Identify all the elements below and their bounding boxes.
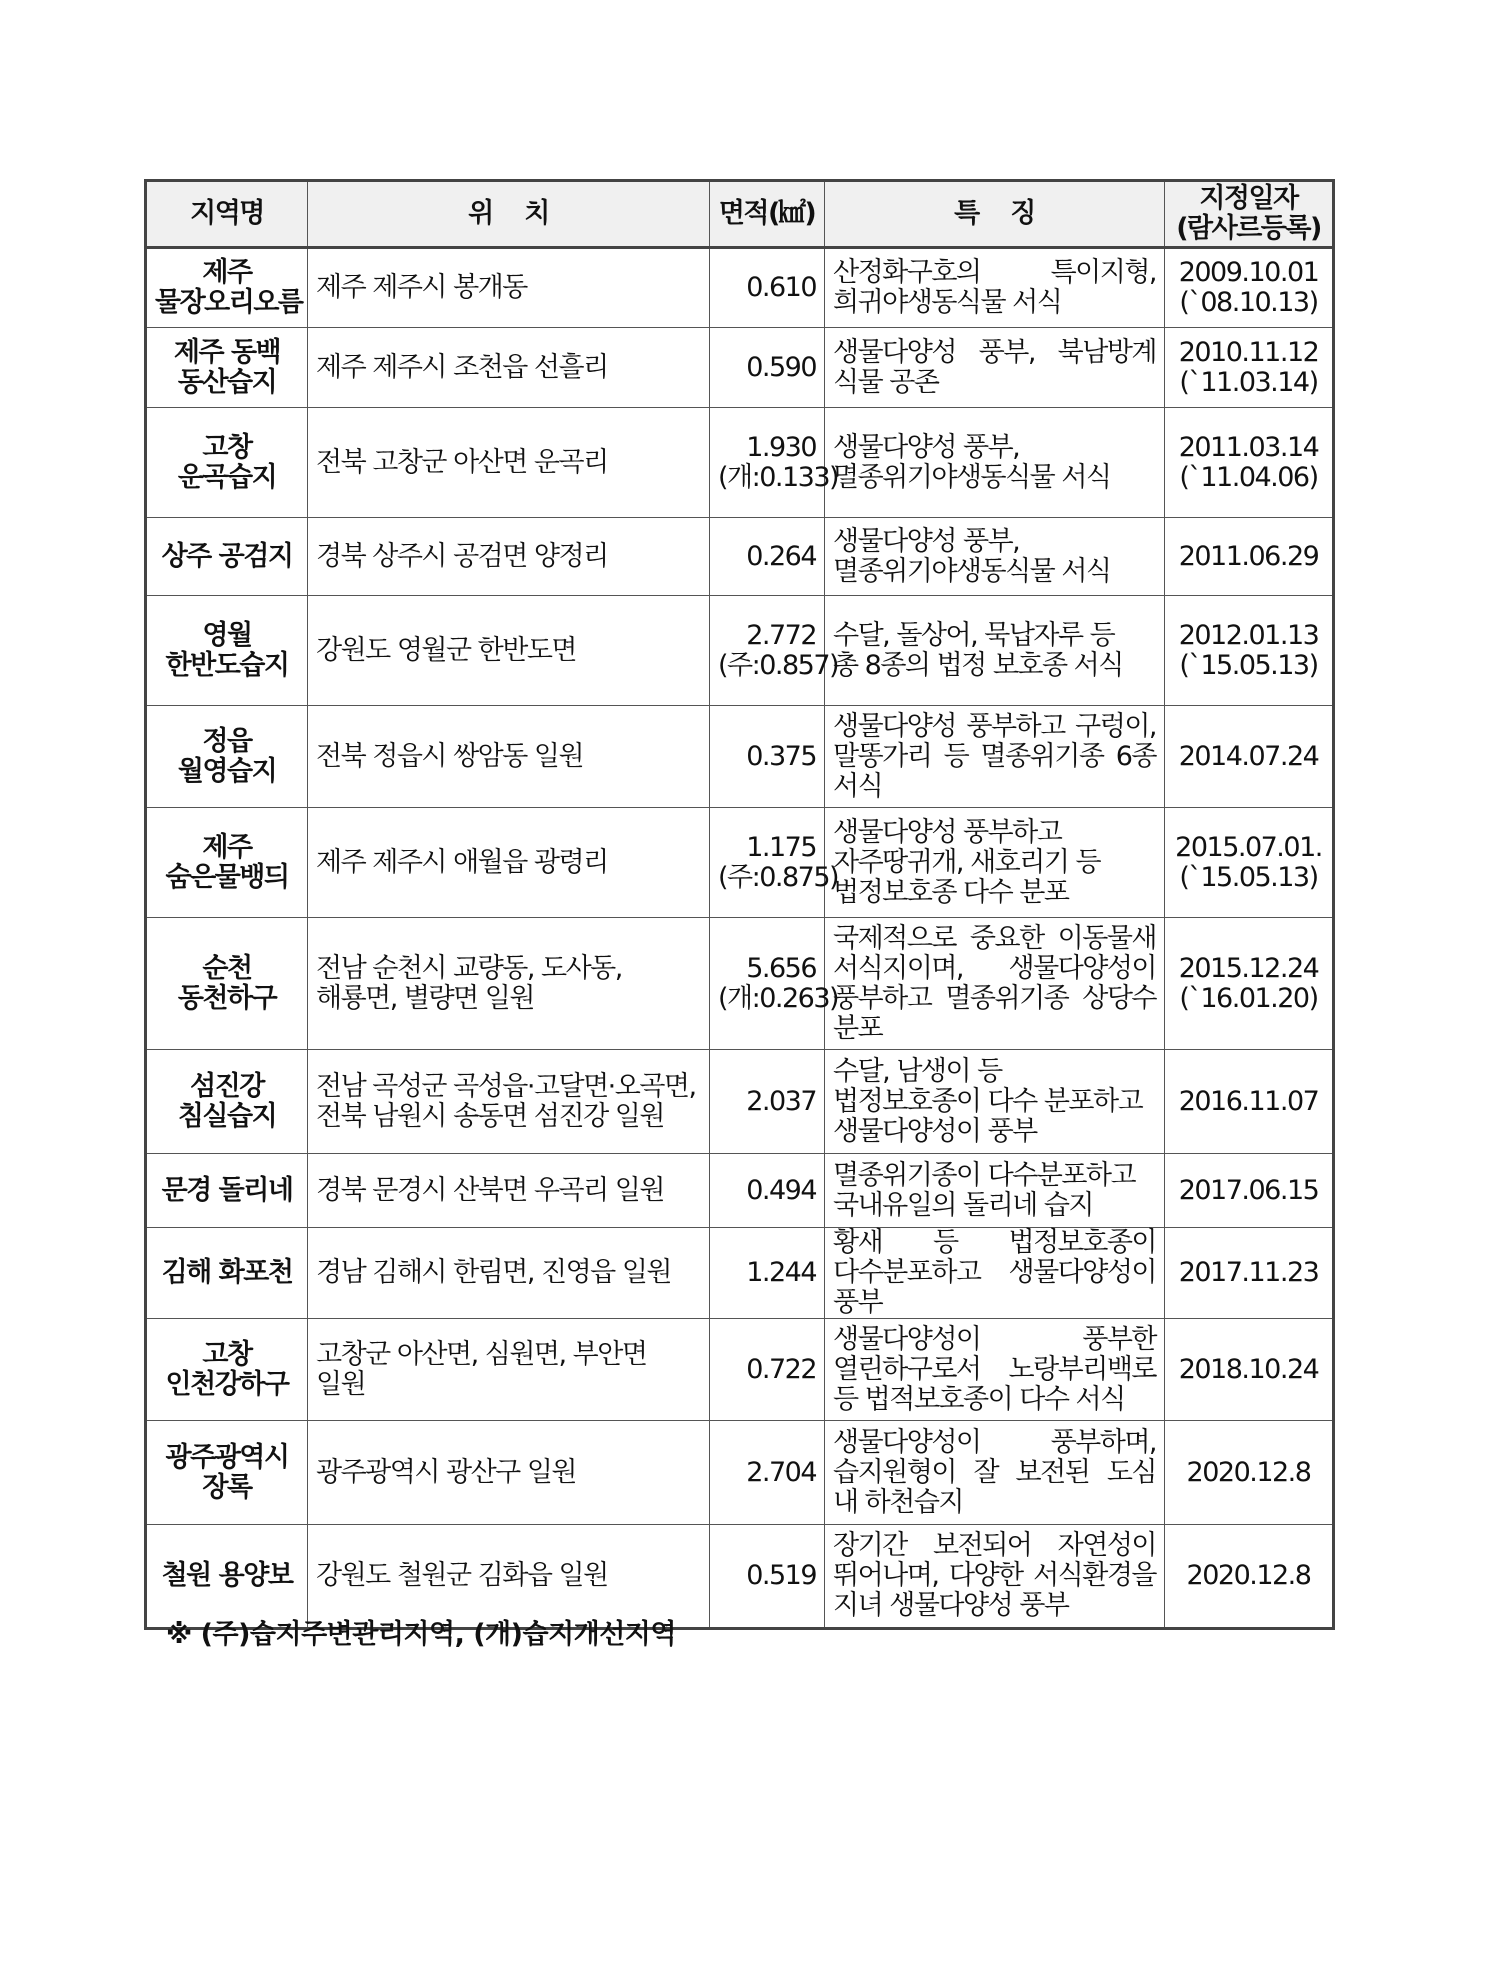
region-name-cell <box>146 596 308 706</box>
area-value: 0.519 <box>746 1560 816 1591</box>
table-row <box>146 1421 1334 1525</box>
designation-date: 2011.03.14 <box>1178 431 1319 463</box>
area-cell <box>710 408 839 518</box>
feature-cell <box>825 1050 1165 1154</box>
area-cell <box>710 1050 825 1154</box>
feature-cell <box>825 328 1165 408</box>
area-value: 0.590 <box>746 351 816 383</box>
cell-text: 상주 공검지 <box>161 540 293 572</box>
ramsar-date: (`15.05.13) <box>1179 649 1318 681</box>
designation-date: 2018.10.24 <box>1178 1353 1319 1385</box>
area-value: 0.375 <box>746 740 816 772</box>
table-row <box>146 1319 1334 1421</box>
feature-cell <box>825 808 1165 918</box>
designation-date-cell <box>1165 808 1334 918</box>
location-cell <box>308 248 710 328</box>
designation-date-cell <box>1165 1154 1334 1228</box>
designation-date: 2010.11.12 <box>1178 336 1319 368</box>
area-cell <box>710 1525 825 1629</box>
feature-cell <box>825 1228 1165 1319</box>
cell-text: 제주 숨은물뱅듸 <box>165 831 289 893</box>
area-value: 2.037 <box>746 1085 816 1117</box>
footnote: ※ (주)습지주변관리지역, (개)습지개선지역 <box>166 1619 676 1650</box>
area-value: 0.722 <box>746 1353 816 1385</box>
designation-date: 2020.12.8 <box>1186 1560 1311 1591</box>
area-cell <box>710 518 825 596</box>
cell-text: 수달, 돌상어, 묵납자루 등 총 8종의 법정 보호종 서식 <box>833 619 1123 681</box>
designation-date-cell <box>1165 1421 1334 1525</box>
ramsar-date: (`11.03.14) <box>1179 366 1318 398</box>
table-row <box>146 1154 1334 1228</box>
designation-date-cell <box>1165 1319 1334 1421</box>
region-name-cell <box>146 1050 308 1154</box>
cell-text: 생물다양성 풍부하고 구렁이, 말똥가리 등 멸종위기종 6종 서식 <box>833 710 1156 802</box>
cell-text: 산정화구호의 특이지형, 희귀야생동식물 서식 <box>833 257 1156 318</box>
designation-date: 2020.12.8 <box>1186 1456 1311 1488</box>
area-note: (개:0.263) <box>718 982 839 1014</box>
header-location: 위 치 <box>308 181 710 248</box>
area-cell <box>710 248 825 328</box>
region-name-cell <box>146 706 308 808</box>
cell-text: 영월 한반도습지 <box>165 619 289 681</box>
region-name-cell <box>146 248 308 328</box>
feature-cell <box>825 1525 1165 1629</box>
table-row <box>146 808 1334 918</box>
designation-date-cell <box>1165 918 1334 1050</box>
location-cell <box>308 328 710 408</box>
cell-text: 김해 화포천 <box>161 1257 293 1288</box>
area-value: 2.704 <box>746 1456 816 1488</box>
area-value: 0.494 <box>746 1174 816 1206</box>
ramsar-date: (`15.05.13) <box>1179 861 1318 893</box>
designation-date: 2016.11.07 <box>1178 1085 1319 1117</box>
region-name-cell <box>146 808 308 918</box>
designation-date-cell <box>1165 1228 1334 1319</box>
cell-text: 생물다양성 풍부, 멸종위기야생동식물 서식 <box>833 431 1111 493</box>
header-area: 면적(㎢) <box>710 181 825 248</box>
header-region-name: 지역명 <box>146 181 308 248</box>
cell-text: 제주 동백 동산습지 <box>173 336 281 398</box>
designation-date-cell <box>1165 248 1334 328</box>
location-cell <box>308 706 710 808</box>
region-name-cell <box>146 328 308 408</box>
designation-date: 2011.06.29 <box>1178 540 1319 572</box>
region-name-cell <box>146 408 308 518</box>
feature-cell <box>825 518 1165 596</box>
designation-date-cell <box>1165 1525 1334 1629</box>
cell-text: 제주 물장오리오름 <box>155 257 303 318</box>
cell-text: 멸종위기종이 다수분포하고 국내유일의 돌리네 습지 <box>833 1159 1136 1221</box>
table-row <box>146 328 1334 408</box>
cell-text: 제주 제주시 봉개동 <box>316 272 527 303</box>
location-cell <box>308 518 710 596</box>
cell-text: 전북 정읍시 쌍암동 일원 <box>316 740 584 772</box>
designation-date: 2017.06.15 <box>1178 1174 1319 1206</box>
area-cell <box>710 918 839 1050</box>
feature-cell <box>825 596 1165 706</box>
cell-text: 장기간 보전되어 자연성이 뛰어나며, 다양한 서식환경을 지녀 생물다양성 풍부 <box>833 1530 1156 1621</box>
cell-text: 제주 제주시 조천읍 선흘리 <box>316 351 608 383</box>
ramsar-date: (`11.04.06) <box>1179 461 1318 493</box>
area-cell <box>710 328 825 408</box>
area-value: 2.772 <box>746 619 816 651</box>
designation-date: 2009.10.01 <box>1178 257 1319 288</box>
location-cell <box>308 1050 710 1154</box>
table-row <box>146 248 1334 328</box>
table-row <box>146 918 1334 1050</box>
table-header-row <box>146 181 1334 248</box>
region-name-cell <box>146 1228 308 1319</box>
designation-date-cell <box>1165 596 1334 706</box>
cell-text: 전북 고창군 아산면 운곡리 <box>316 446 608 478</box>
feature-cell <box>825 706 1165 808</box>
designation-date: 2017.11.23 <box>1178 1257 1319 1288</box>
wetland-protected-areas-table <box>144 179 1335 1630</box>
feature-cell <box>825 408 1165 518</box>
table-row <box>146 706 1334 808</box>
cell-text: 고창 운곡습지 <box>177 431 277 493</box>
cell-text: 철원 용양보 <box>161 1560 293 1591</box>
designation-date-cell <box>1165 706 1334 808</box>
area-value: 1.244 <box>746 1257 816 1288</box>
area-cell <box>710 1319 825 1421</box>
cell-text: 전남 곡성군 곡성읍·고달면·오곡면, 전북 남원시 송동면 섬진강 일원 <box>316 1070 696 1132</box>
designation-date: 2015.07.01. <box>1175 831 1322 863</box>
designation-date: 2015.12.24 <box>1178 952 1319 984</box>
feature-cell <box>825 1421 1165 1525</box>
area-note: (주:0.857) <box>718 649 839 681</box>
area-cell <box>710 596 839 706</box>
area-cell <box>710 1228 825 1319</box>
cell-text: 경북 상주시 공검면 양정리 <box>316 540 608 572</box>
designation-date: 2014.07.24 <box>1178 740 1319 772</box>
region-name-cell <box>146 1319 308 1421</box>
cell-text: 생물다양성이 풍부하며, 습지원형이 잘 보전된 도심 내 하천습지 <box>833 1426 1156 1518</box>
location-cell <box>308 1421 710 1525</box>
area-note: (주:0.875) <box>718 861 839 893</box>
cell-text: 황새 등 법정보호종이 다수분포하고 생물다양성이 풍부 <box>833 1227 1156 1318</box>
cell-text: 고창군 아산면, 심원면, 부안면 일원 <box>316 1338 647 1400</box>
cell-text: 정읍 월영습지 <box>177 725 277 787</box>
region-name-cell <box>146 1421 308 1525</box>
designation-date: 2012.01.13 <box>1178 619 1319 651</box>
location-cell <box>308 408 710 518</box>
table-row <box>146 1228 1334 1319</box>
region-name-cell <box>146 1154 308 1228</box>
cell-text: 순천 동천하구 <box>177 952 277 1014</box>
area-cell <box>710 808 839 918</box>
cell-text: 광주광역시 장록 <box>165 1441 289 1503</box>
area-cell <box>710 1154 825 1228</box>
location-cell <box>308 808 710 918</box>
area-value: 0.610 <box>746 272 816 303</box>
cell-text: 생물다양성 풍부, 북남방계 식물 공존 <box>833 336 1156 398</box>
table-row <box>146 596 1334 706</box>
location-cell <box>308 918 710 1050</box>
area-value: 5.656 <box>746 952 816 984</box>
location-cell <box>308 596 710 706</box>
area-note: (개:0.133) <box>718 461 839 493</box>
cell-text: 강원도 철원군 김화읍 일원 <box>316 1560 608 1591</box>
cell-text: 생물다양성 풍부, 멸종위기야생동식물 서식 <box>833 525 1111 587</box>
table-row <box>146 1050 1334 1154</box>
table-body <box>146 248 1334 1629</box>
feature-cell <box>825 1319 1165 1421</box>
table-row <box>146 518 1334 596</box>
area-value: 0.264 <box>746 540 816 572</box>
designation-date-cell <box>1165 328 1334 408</box>
cell-text: 국제적으로 중요한 이동물새 서식지이며, 생물다양성이 풍부하고 멸종위기종 상당수 분포 <box>833 922 1156 1044</box>
feature-cell <box>825 918 1165 1050</box>
feature-cell <box>825 248 1165 328</box>
area-value: 1.175 <box>746 831 816 863</box>
feature-cell <box>825 1154 1165 1228</box>
area-value: 1.930 <box>746 431 816 463</box>
cell-text: 생물다양성 풍부하고 자주땅귀개, 새호리기 등 법정보호종 다수 분포 <box>833 816 1101 908</box>
location-cell <box>308 1319 710 1421</box>
cell-text: 광주광역시 광산구 일원 <box>316 1456 576 1488</box>
area-cell <box>710 1421 825 1525</box>
region-name-cell <box>146 518 308 596</box>
table-row <box>146 408 1334 518</box>
header-feature: 특 징 <box>825 181 1165 248</box>
location-cell <box>308 1154 710 1228</box>
cell-text: 제주 제주시 애월읍 광령리 <box>316 846 608 878</box>
cell-text: 수달, 남생이 등 법정보호종이 다수 분포하고 생물다양성이 풍부 <box>833 1055 1143 1147</box>
cell-text: 경남 김해시 한림면, 진영읍 일원 <box>316 1257 671 1288</box>
ramsar-date: (`08.10.13) <box>1179 287 1318 318</box>
cell-text: 고창 인천강하구 <box>165 1338 289 1400</box>
region-name-cell <box>146 918 308 1050</box>
cell-text: 생물다양성이 풍부한 열린하구로서 노랑부리백로 등 법적보호종이 다수 서식 <box>833 1323 1156 1415</box>
cell-text: 강원도 영월군 한반도면 <box>316 634 576 666</box>
area-cell <box>710 706 825 808</box>
cell-text: 문경 돌리네 <box>161 1174 293 1206</box>
header-designation-date: 지정일자 (람사르등록) <box>1165 181 1334 248</box>
ramsar-date: (`16.01.20) <box>1179 982 1318 1014</box>
cell-text: 경북 문경시 산북면 우곡리 일원 <box>316 1174 664 1206</box>
cell-text: 섬진강 침실습지 <box>177 1070 277 1132</box>
designation-date-cell <box>1165 408 1334 518</box>
designation-date-cell <box>1165 518 1334 596</box>
designation-date-cell <box>1165 1050 1334 1154</box>
cell-text: 전남 순천시 교량동, 도사동, 해룡면, 별량면 일원 <box>316 952 622 1014</box>
location-cell <box>308 1228 710 1319</box>
